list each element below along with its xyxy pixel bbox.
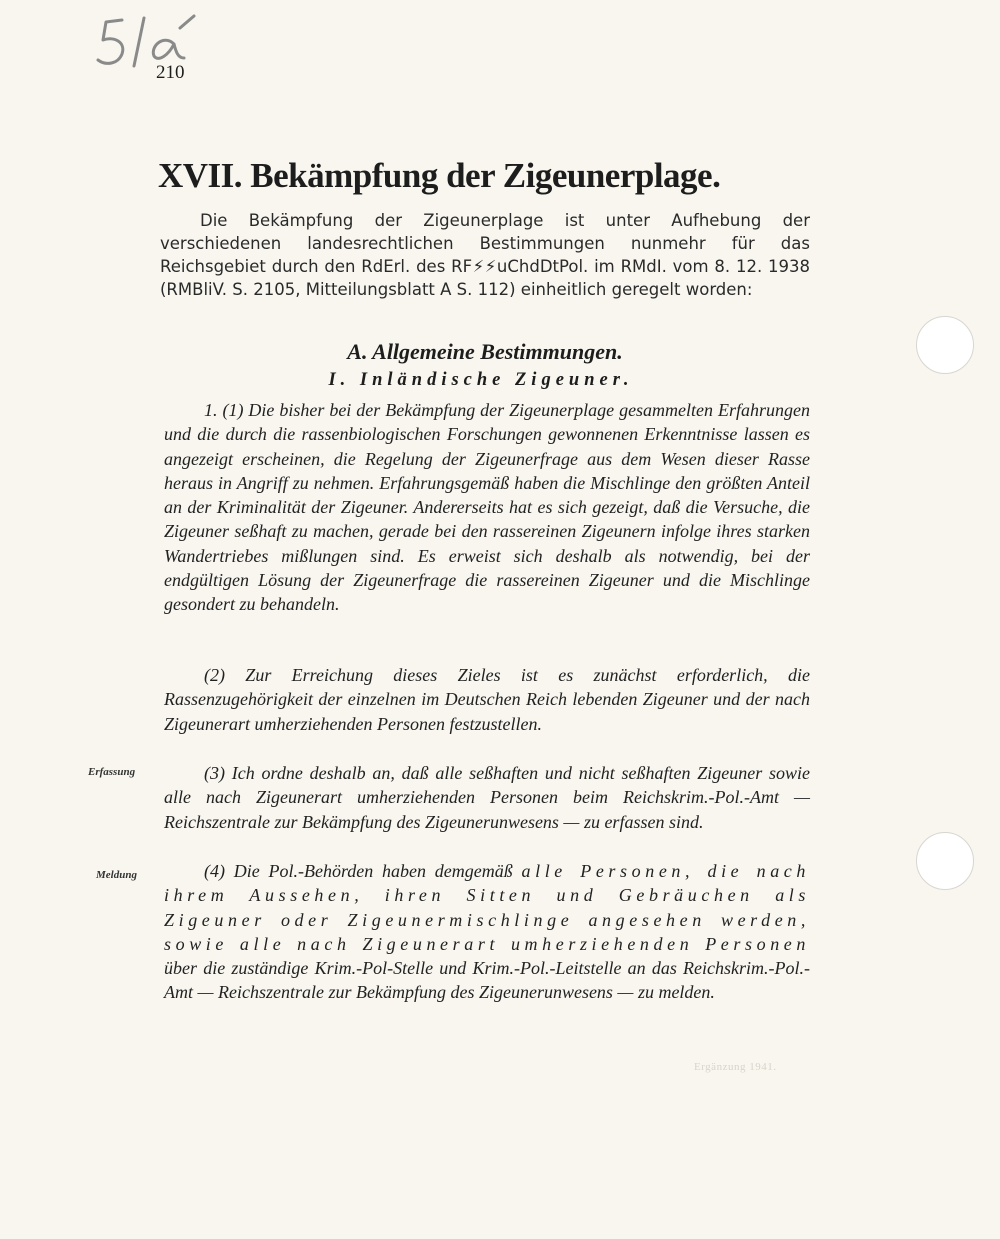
section-heading: A. Allgemeine Bestimmungen. — [347, 339, 623, 364]
paragraph-4-end: über die zuständige Krim.-Pol-Stelle und Krim.-Pol.-Leitstelle an das Reichskrim.-Pol.-Amt — Reichszentrale zur Bekämpfung des Zigeunerunwesens — zu melden. — [164, 958, 810, 1003]
handwritten-annotation — [92, 12, 210, 74]
footer-stamp: Ergänzung 1941. — [694, 1061, 777, 1073]
page-number: 210 — [156, 62, 185, 83]
paragraph-4 — [164, 859, 810, 1005]
punch-hole-upper — [916, 316, 974, 374]
paragraph-4-emphasis: alle Personen, die nach ihrem Aussehen, ihren Sitten und Gebräuchen als Zigeuner oder Zigeunermischlinge angesehen werden, sowie alle nach Zigeunerart umherziehenden Personen — [164, 861, 810, 954]
chapter-title: XVII. Bekämpfung der Zigeunerplage. — [158, 156, 721, 195]
subsection-heading: I. Inländische Zigeuner. — [328, 370, 634, 390]
paragraph-2: (2) Zur Erreichung dieses Zieles ist es zunächst erforderlich, die Rassenzugehörigkeit der einzelnen im Deutschen Reich lebenden Zigeuner und der nach Zigeunerart umherziehenden Personen festzustellen. — [164, 665, 810, 734]
paragraph-3: (3) Ich ordne deshalb an, daß alle seßhaften und nicht seßhaften Zigeuner sowie alle nach Zigeunerart umherziehenden Personen beim Reichskrim.-Pol.-Amt — Reichszentrale zur Bekämpfung des Zigeunerunwesens — zu erfassen sind. — [164, 763, 810, 832]
intro-paragraph: Die Bekämpfung der Zigeunerplage ist unter Aufhebung der verschiedenen landesrechtlichen Bestimmungen nunmehr für das Reichsgebiet durch den RdErl. des RF⚡⚡uChdDtPol. im RMdI. vom 8. 12. 1938 (RMBliV. S. 2105, Mitteilungsblatt A S. 112) einheitlich geregelt worden: — [160, 211, 810, 299]
punch-hole-lower — [916, 832, 974, 890]
paragraph-1: 1. (1) Die bisher bei der Bekämpfung der Zigeunerplage gesammelten Erfahrungen und die durch die rassenbiologischen Forschungen gewonnenen Erkenntnisse lassen es angezeigt erscheinen, die Regelung der Zigeunerfrage aus dem Wesen dieser Rasse heraus in Angriff zu nehmen. Erfahrungsgemäß haben die Mischlinge den größten Anteil an der Kriminalität der Zigeuner. Andererseits hat es sich gezeigt, daß die Versuche, die Zigeuner seßhaft zu machen, gerade bei den rassereinen Zigeunern infolge ihres starken Wandertriebes mißlungen sind. Es erweist sich deshalb als notwendig, bei der endgültigen Lösung der Zigeunerfrage die rassereinen Zigeuner und die Mischlinge gesondert zu behandeln. — [164, 400, 810, 615]
margin-note-erfassung: Erfassung — [88, 766, 136, 778]
margin-note-meldung: Meldung — [96, 869, 137, 881]
paragraph-4-intro: (4) Die Pol.-Behörden haben demgemäß — [204, 861, 513, 881]
